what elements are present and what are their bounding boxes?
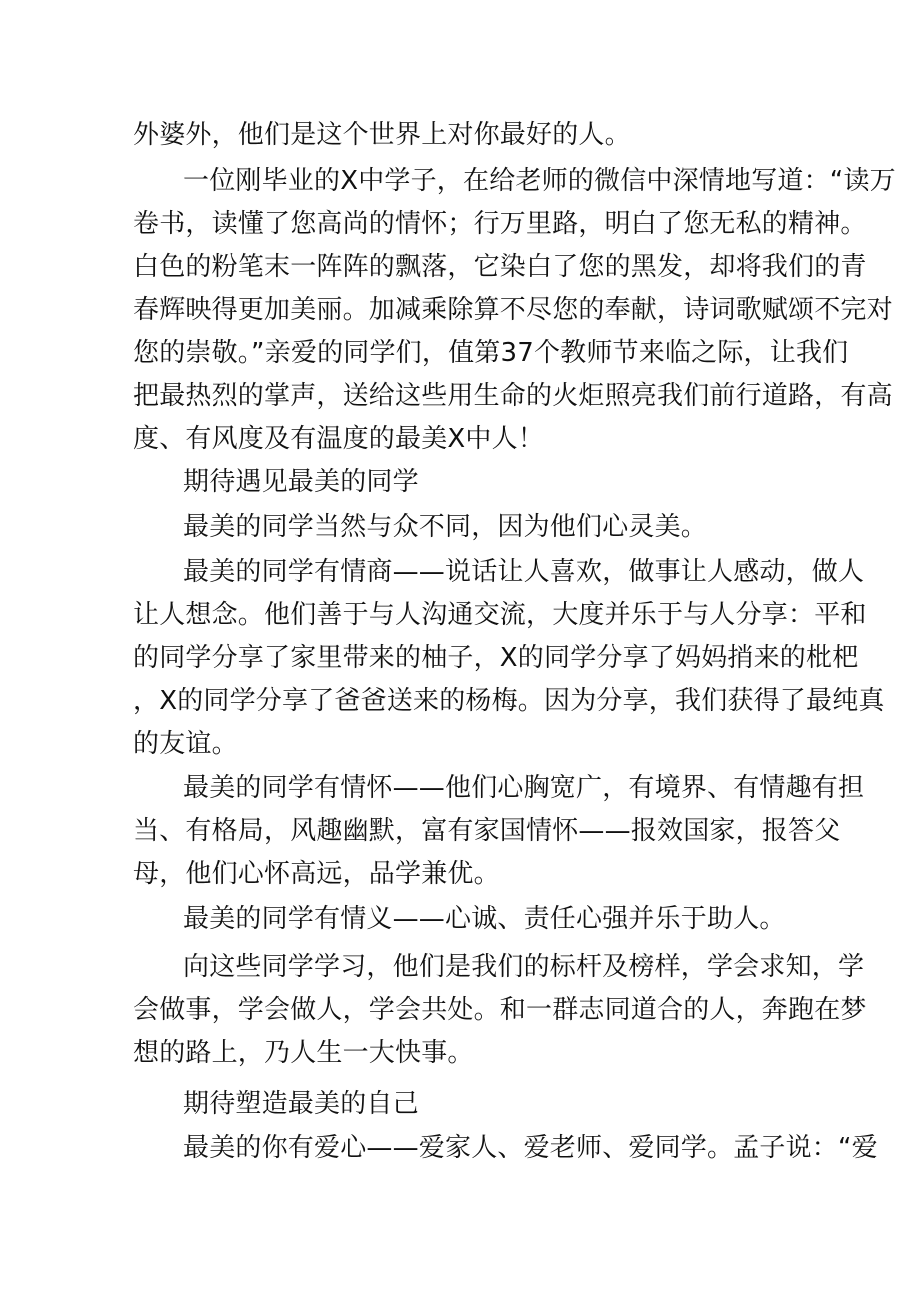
text-line: 春辉映得更加美丽。加减乘除算不尽您的奉献，诗词歌赋颂不完对	[133, 295, 893, 325]
text-line: 的友谊。	[133, 729, 238, 759]
text-line: 度、有风度及有温度的最美X中人！	[133, 424, 545, 454]
text-line: 当、有格局，风趣幽默，富有家国情怀——报效国家，报答父	[133, 816, 841, 846]
text-line: 卷书，读懂了您高尚的情怀；行万里路，明白了您无私的精神。	[133, 209, 867, 239]
text-line: 外婆外，他们是这个世界上对你最好的人。	[133, 120, 631, 150]
text-line: 把最热烈的掌声，送给这些用生命的火炬照亮我们前行道路，有高	[133, 381, 893, 411]
text-line: 会做事，学会做人，学会共处。和一群志同道合的人，奔跑在梦	[133, 995, 867, 1025]
text-line: 您的崇敬。”亲爱的同学们，值第37个教师节来临之际，让我们	[133, 338, 849, 368]
text-line: 最美的同学有情义——心诚、责任心强并乐于助人。	[183, 904, 786, 934]
text-line: 最美的同学有情怀——他们心胸宽广，有境界、有情趣有担	[183, 773, 865, 803]
section-heading: 期待遇见最美的同学	[183, 467, 419, 497]
section-heading: 期待塑造最美的自己	[183, 1089, 419, 1119]
text-line: 让人想念。他们善于与人沟通交流，大度并乐于与人分享：平和	[133, 600, 867, 630]
text-line: 最美的同学有情商——说话让人喜欢，做事让人感动，做人	[183, 557, 865, 587]
text-line: 白色的粉笔末一阵阵的飘落，它染白了您的黑发，却将我们的青	[133, 252, 867, 282]
text-line: 母，他们心怀高远，品学兼优。	[133, 859, 500, 889]
text-line: 一位刚毕业的X中学子，在给老师的微信中深情地写道：“读万	[183, 166, 896, 196]
text-line: 想的路上，乃人生一大快事。	[133, 1038, 474, 1068]
text-line: ，X的同学分享了爸爸送来的杨梅。因为分享，我们获得了最纯真	[133, 686, 885, 716]
text-line: 的同学分享了家里带来的柚子，X的同学分享了妈妈捎来的枇杷	[133, 643, 859, 673]
text-line: 向这些同学学习，他们是我们的标杆及榜样，学会求知，学	[183, 952, 865, 982]
text-line: 最美的你有爱心——爱家人、爱老师、爱同学。孟子说：“爱	[183, 1133, 878, 1163]
text-line: 最美的同学当然与众不同，因为他们心灵美。	[183, 512, 708, 542]
